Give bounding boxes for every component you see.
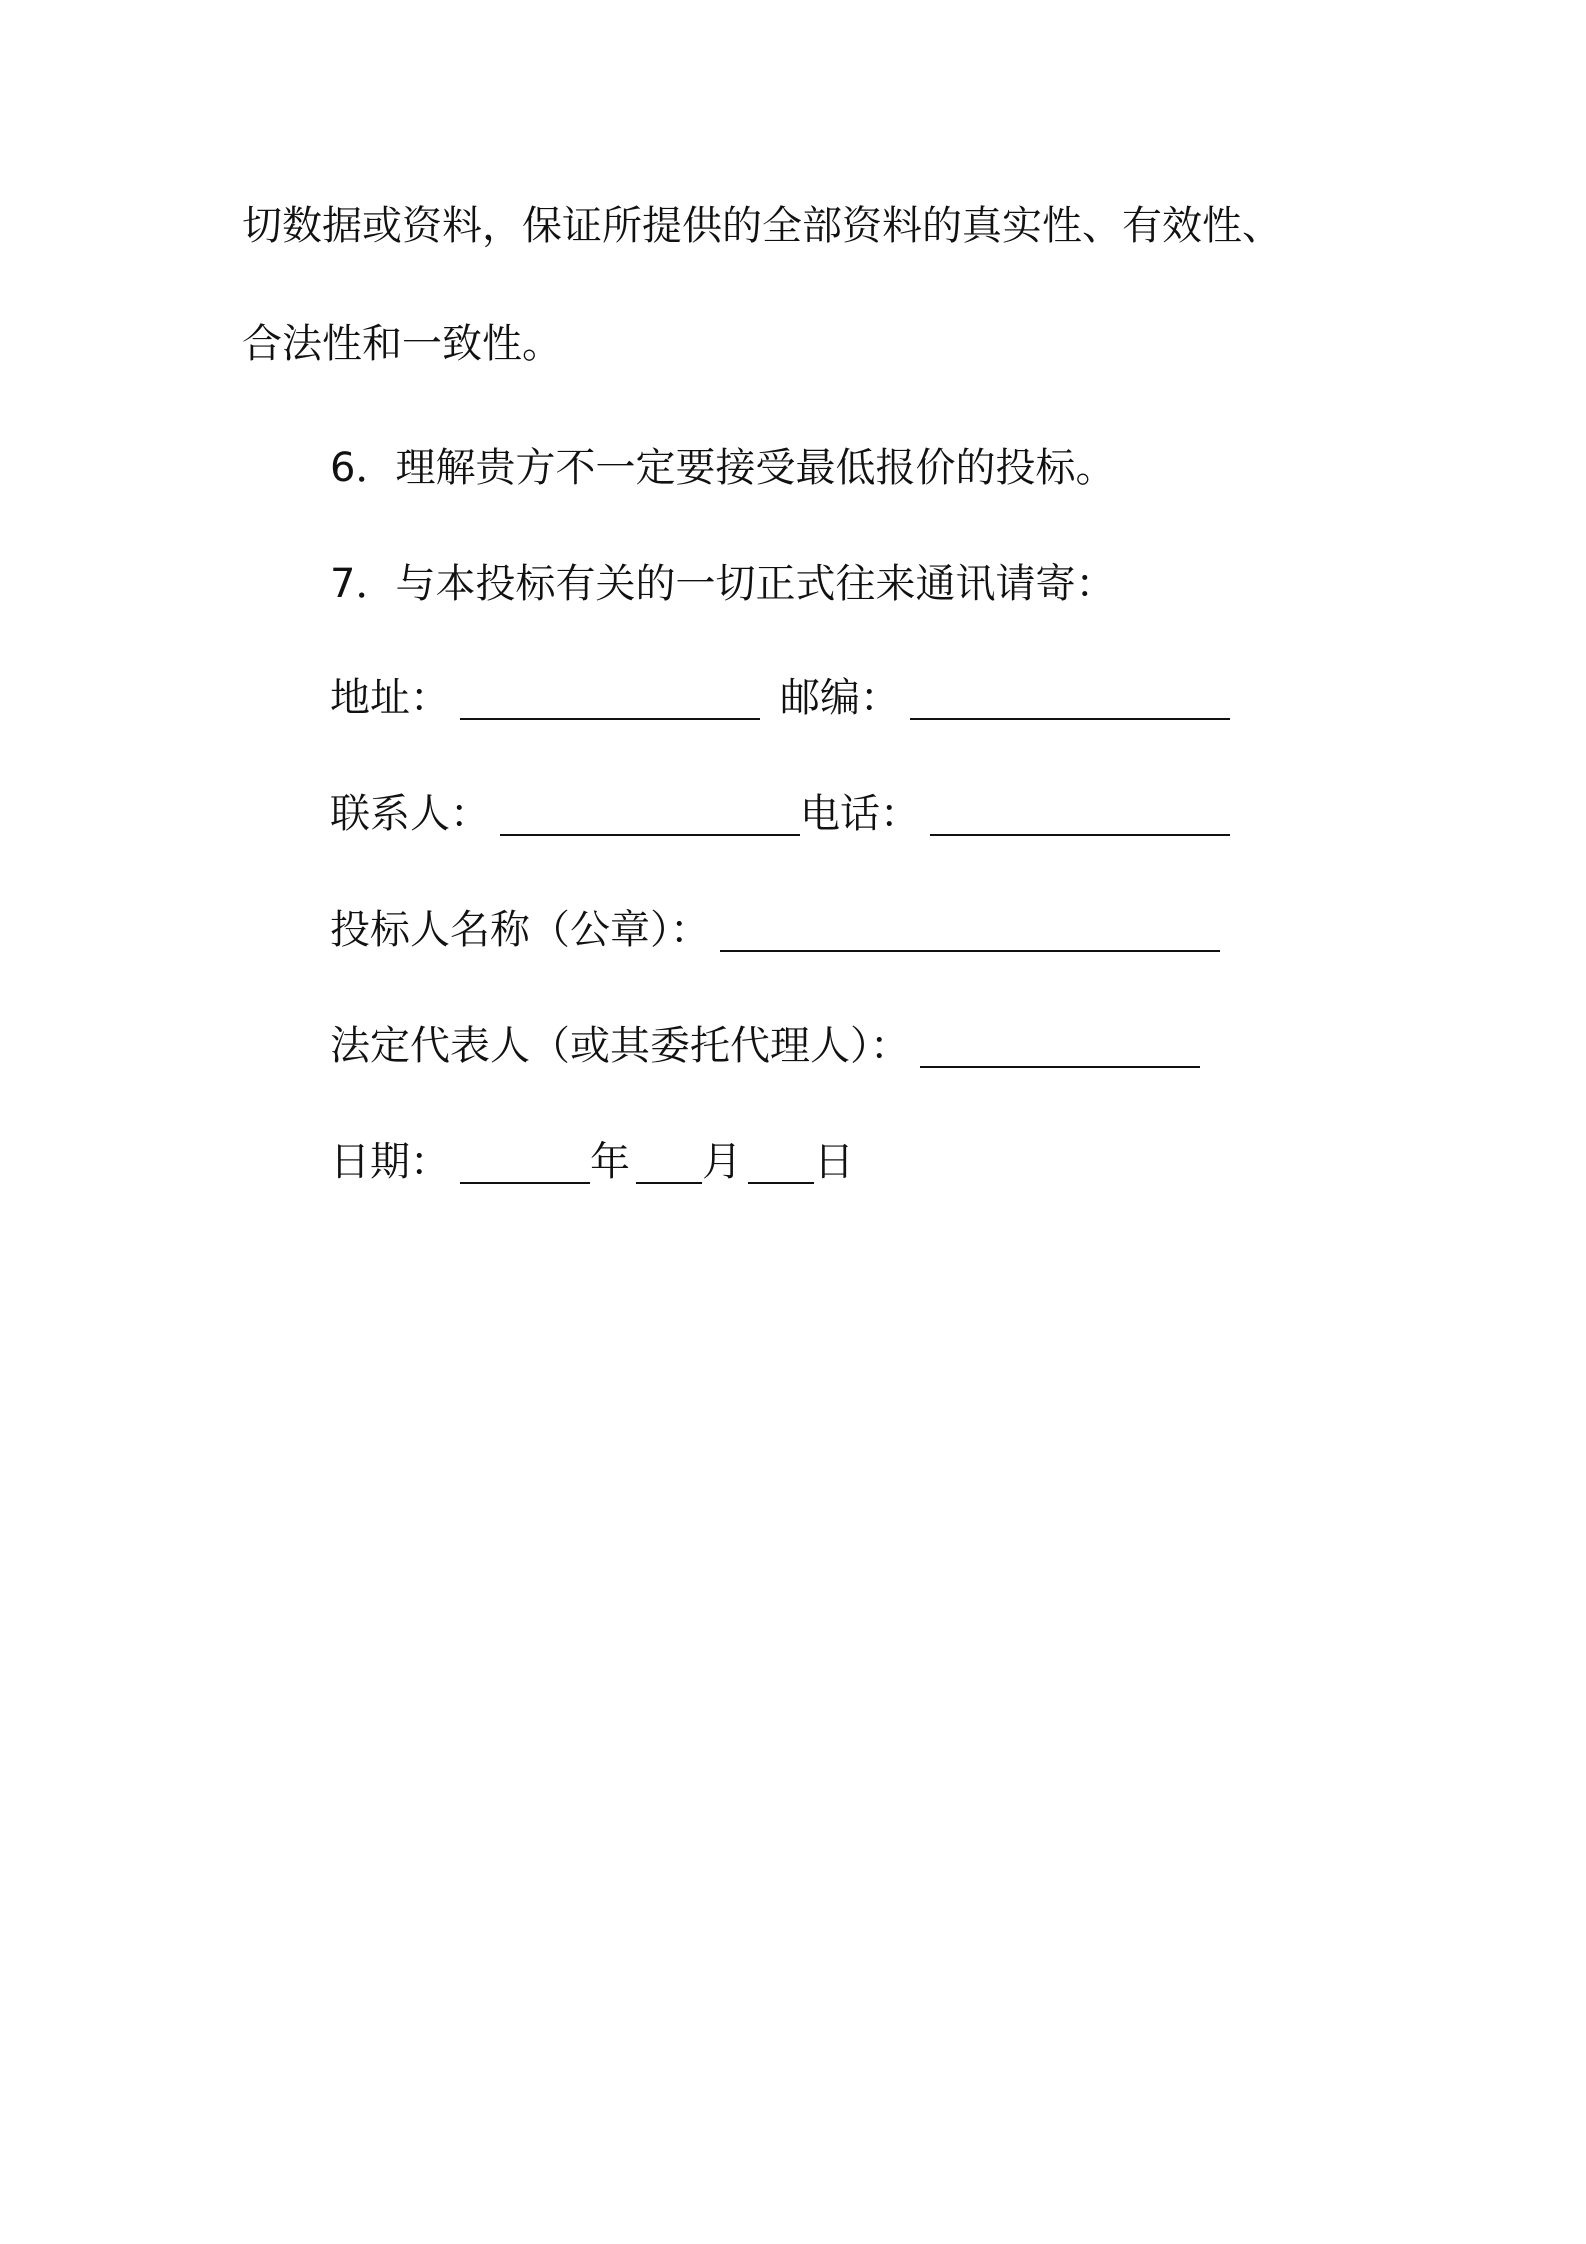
date-row <box>330 1134 854 1190</box>
item-6-text: 6．理解贵方不一定要接受最低报价的投标。 <box>330 445 1116 491</box>
year-blank[interactable] <box>460 1140 590 1184</box>
month-blank[interactable] <box>636 1140 702 1184</box>
item-7-text: 7．与本投标有关的一切正式往来通讯请寄： <box>330 561 1116 607</box>
phone-label: 电话： <box>800 791 920 837</box>
bidder-name-blank[interactable] <box>720 908 1220 952</box>
year-label: 年 <box>590 1139 630 1185</box>
contact-blank[interactable] <box>500 792 800 836</box>
day-blank[interactable] <box>748 1140 814 1184</box>
legal-rep-row <box>330 1018 1200 1074</box>
bidder-name-label: 投标人名称（公章）： <box>330 907 710 953</box>
paragraph-5-continuation-line-2: 合法性和一致性。 <box>242 321 562 367</box>
day-label: 日 <box>814 1139 854 1185</box>
address-label: 地址： <box>330 675 450 721</box>
address-row <box>330 670 1230 726</box>
legal-rep-blank[interactable] <box>920 1024 1200 1068</box>
address-blank[interactable] <box>460 676 760 720</box>
paragraph-5-continuation-line-1: 切数据或资料，保证所提供的全部资料的真实性、有效性、 <box>242 203 1282 249</box>
date-label: 日期： <box>330 1139 450 1185</box>
bidder-name-row <box>330 902 1220 958</box>
postcode-blank[interactable] <box>910 676 1230 720</box>
legal-rep-label: 法定代表人（或其委托代理人）： <box>330 1023 910 1069</box>
contact-label: 联系人： <box>330 791 490 837</box>
phone-blank[interactable] <box>930 792 1230 836</box>
postcode-label: 邮编： <box>780 675 900 721</box>
month-label: 月 <box>702 1139 742 1185</box>
contact-row <box>330 786 1230 842</box>
